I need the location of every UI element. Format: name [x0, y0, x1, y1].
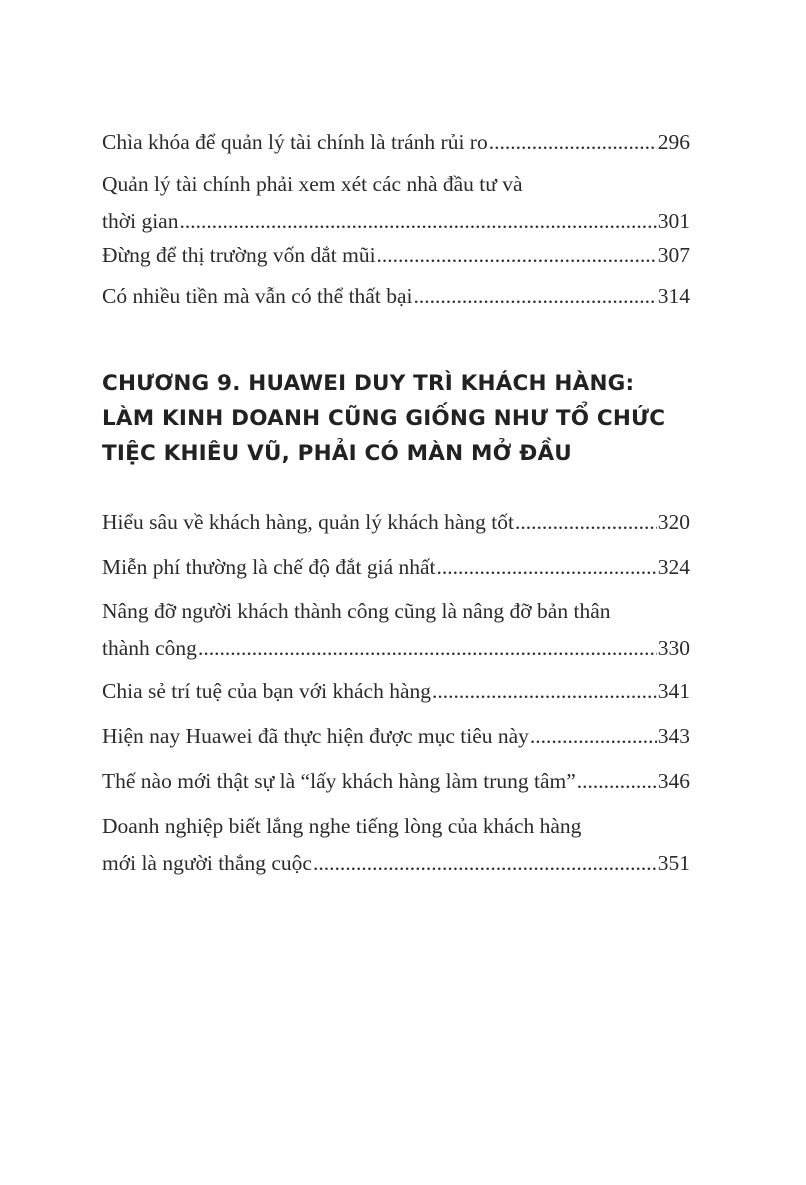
toc-entry-title: Hiểu sâu về khách hàng, quản lý khách hàng tốt	[102, 510, 514, 534]
toc-entry[interactable]	[102, 504, 690, 541]
toc-entry-line	[102, 845, 690, 882]
toc-entry-line	[102, 124, 690, 161]
toc-entry-page-number: 351	[657, 851, 690, 875]
dot-leader	[377, 237, 657, 274]
toc-entry[interactable]	[102, 124, 690, 161]
toc-entry-title-continued: mới là người thắng cuộc	[102, 851, 312, 875]
toc-entry-line	[102, 808, 690, 845]
toc-entry-line	[102, 203, 690, 240]
toc-entry-page-number: 307	[657, 243, 690, 267]
toc-entry-title: Chìa khóa để quản lý tài chính là tránh rủi ro	[102, 130, 488, 154]
toc-entry-title: Chia sẻ trí tuệ của bạn với khách hàng	[102, 679, 431, 703]
toc-entry-page-number: 343	[657, 724, 690, 748]
toc-entry-title: Quản lý tài chính phải xem xét các nhà đầu tư và	[102, 172, 523, 196]
dot-leader	[437, 549, 657, 586]
dot-leader	[413, 278, 656, 315]
toc-entry-page-number: 324	[657, 555, 690, 579]
toc-entry-title: Đừng để thị trường vốn dắt mũi	[102, 243, 376, 267]
toc-entry-line	[102, 504, 690, 541]
toc-entry-line	[102, 549, 690, 586]
toc-entry[interactable]	[102, 808, 690, 882]
dot-leader	[515, 504, 657, 541]
toc-entry[interactable]	[102, 166, 690, 240]
toc-entry[interactable]	[102, 763, 690, 800]
toc-entry-title: Hiện nay Huawei đã thực hiện được mục tiêu này	[102, 724, 529, 748]
toc-entry-page-number: 301	[657, 209, 690, 233]
chapter-heading-line: TIỆC KHIÊU VŨ, PHẢI CÓ MÀN MỞ ĐẦU	[102, 441, 572, 466]
chapter-heading[interactable]	[102, 366, 690, 471]
toc-entry[interactable]	[102, 673, 690, 710]
toc-entry-title: Có nhiều tiền mà vẫn có thể thất bại	[102, 284, 413, 308]
toc-entry-title-continued: thời gian	[102, 209, 179, 233]
toc-entry-title-continued: thành công	[102, 636, 197, 660]
toc-entry-title: Thế nào mới thật sự là “lấy khách hàng làm trung tâm”	[102, 769, 576, 793]
dot-leader	[198, 630, 657, 667]
toc-entry-page-number: 296	[657, 130, 690, 154]
toc-entry-title: Nâng đỡ người khách thành công cũng là nâng đỡ bản thân	[102, 599, 611, 623]
toc-entry[interactable]	[102, 237, 690, 274]
toc-entry-line	[102, 673, 690, 710]
toc-entry-line	[102, 593, 690, 630]
toc-entry-page-number: 330	[657, 636, 690, 660]
toc-entry-page-number: 320	[657, 510, 690, 534]
toc-entry-page-number: 346	[657, 769, 690, 793]
dot-leader	[489, 124, 657, 161]
toc-entry-line	[102, 237, 690, 274]
toc-entry[interactable]	[102, 718, 690, 755]
toc-entry-page-number: 341	[657, 679, 690, 703]
toc-entry-line	[102, 278, 690, 315]
toc-entry-title: Miễn phí thường là chế độ đắt giá nhất	[102, 555, 436, 579]
toc-entry-title: Doanh nghiệp biết lắng nghe tiếng lòng của khách hàng	[102, 814, 582, 838]
dot-leader	[530, 718, 657, 755]
toc-entry[interactable]	[102, 549, 690, 586]
dot-leader	[577, 763, 657, 800]
dot-leader	[432, 673, 657, 710]
toc-entry[interactable]	[102, 593, 690, 667]
dot-leader	[313, 845, 657, 882]
toc-entry-page-number: 314	[657, 284, 690, 308]
toc-entry[interactable]	[102, 278, 690, 315]
toc-entry-line	[102, 718, 690, 755]
toc-entry-line	[102, 166, 690, 203]
toc-entry-line	[102, 763, 690, 800]
chapter-heading-line: LÀM KINH DOANH CŨNG GIỐNG NHƯ TỔ CHỨC	[102, 406, 666, 431]
toc-entry-line	[102, 630, 690, 667]
chapter-heading-line: CHƯƠNG 9. HUAWEI DUY TRÌ KHÁCH HÀNG:	[102, 371, 635, 396]
dot-leader	[179, 203, 656, 240]
